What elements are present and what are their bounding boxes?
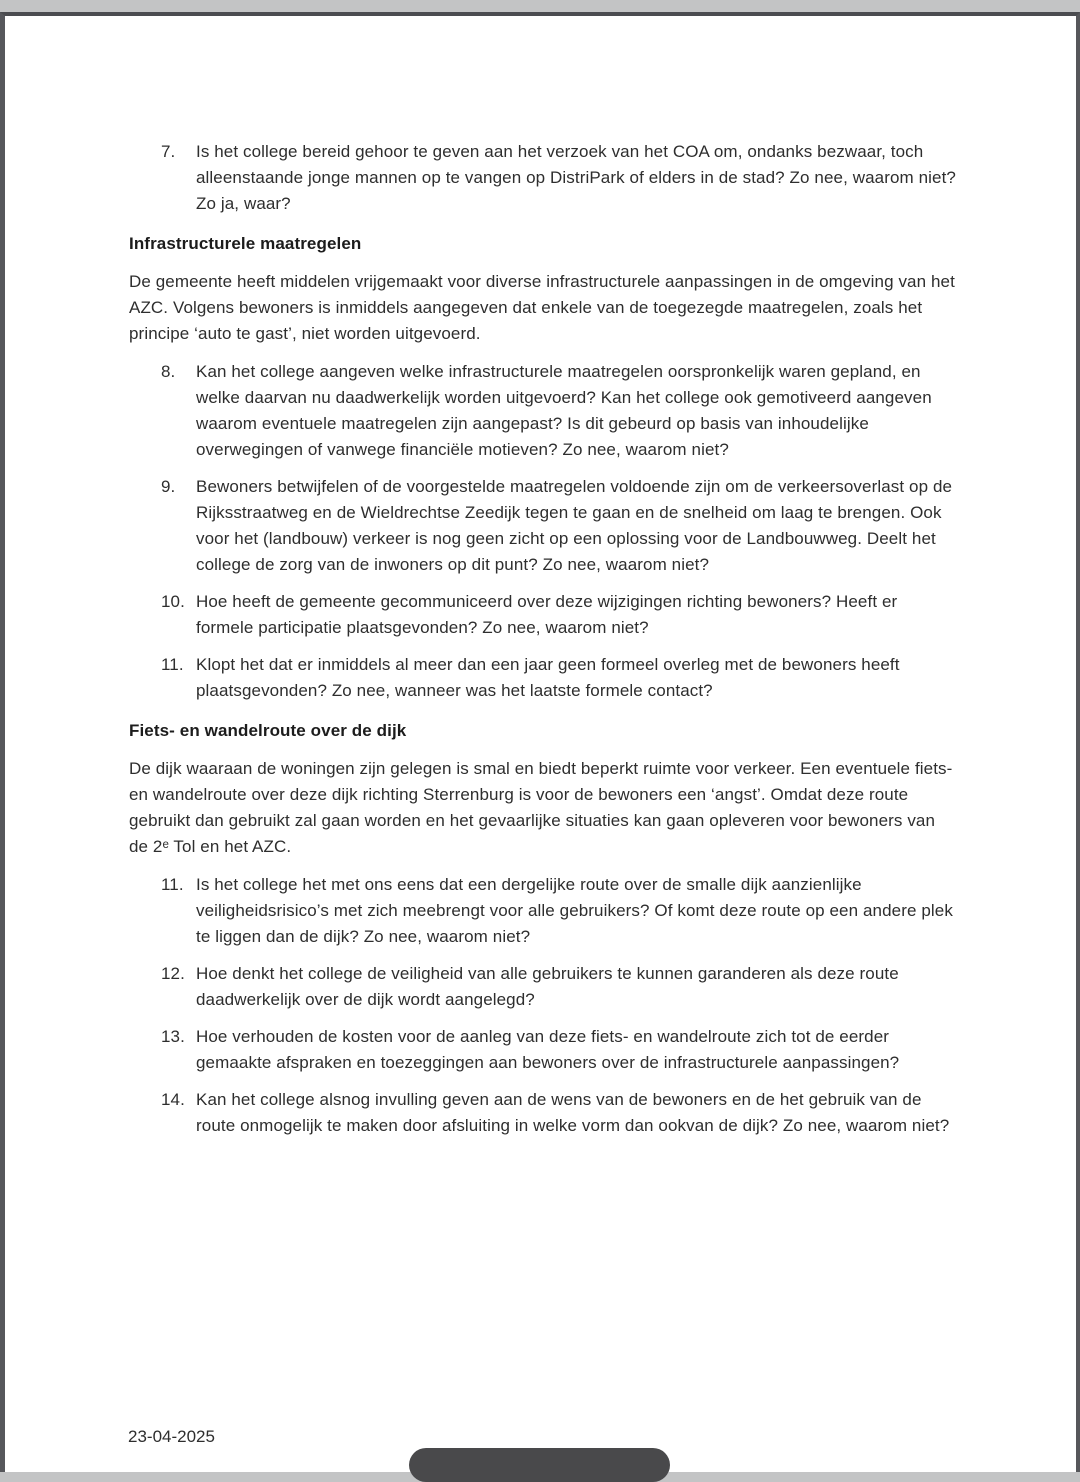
floating-toolbar-pill[interactable] <box>409 1448 670 1482</box>
list-item-number: 7. <box>161 142 176 161</box>
list-item-text: Kan het college alsnog invulling geven aan de wens van de bewoners en de het gebruik van de route onmogelijk te maken door afsluiting in welke vorm dan ookvan de dijk? Zo nee, waarom niet? <box>196 1090 950 1135</box>
list-item-text: Bewoners betwijfelen of de voorgestelde maatregelen voldoende zijn om de verkeersoverlast op de Rijksstraatweg en de Wieldrechtse Zeedijk tegen te gaan en de snelheid om laag te brengen. Ook voor het (landbouw) verkeer is nog geen zicht op een oplossing voor de Landbouwweg. Deelt het college de zorg van de inwoners op dit punt? Zo nee, waarom niet? <box>196 477 953 574</box>
list-item-text: Kan het college aangeven welke infrastructurele maatregelen oorspronkelijk waren gepland, en welke daarvan nu daadwerkelijk worden uitgevoerd? Kan het college ook gemotiveerd aangeven waarom eventuele maatregelen zijn aangepast? Is dit gebeurd op basis van inhoudelijke overwegingen of vanwege financiële motieven? Zo nee, waarom niet? <box>196 362 932 459</box>
question-list-intro <box>129 139 956 217</box>
list-item-text: Hoe heeft de gemeente gecommuniceerd over deze wijzigingen richting bewoners? Heeft er formele participatie plaatsgevonden? Zo nee, waarom niet? <box>196 592 898 637</box>
question-list <box>129 872 956 1139</box>
list-item-text: Hoe verhouden de kosten voor de aanleg van deze fiets- en wandelroute zich tot de eerder gemaakte afspraken en toezeggingen aan bewoners over de infrastructurele aanpassingen? <box>196 1027 900 1072</box>
section-heading: Infrastructurele maatregelen <box>129 234 362 253</box>
list-item <box>129 872 956 950</box>
list-item <box>129 1024 956 1076</box>
list-item <box>129 589 956 641</box>
list-item-text: Hoe denkt het college de veiligheid van alle gebruikers te kunnen garanderen als deze route daadwerkelijk over de dijk wordt aangelegd? <box>196 964 899 1009</box>
list-item-text: Is het college bereid gehoor te geven aan het verzoek van het COA om, ondanks bezwaar, toch alleenstaande jonge mannen op te vangen op DistriPark of elders in de stad? Zo nee, waarom niet? Zo ja, waar? <box>196 142 956 213</box>
section-infrastructure <box>129 231 956 704</box>
list-item-number: 14. <box>161 1090 185 1109</box>
list-item-number: 11. <box>161 875 184 894</box>
list-item <box>129 1087 956 1139</box>
list-item-number: 13. <box>161 1027 185 1046</box>
list-item <box>129 474 956 578</box>
list-item <box>129 139 956 217</box>
list-item-text: Is het college het met ons eens dat een dergelijke route over de smalle dijk aanzienlijke veiligheidsrisico’s met zich meebrengt voor alle gebruikers? Of komt deze route op een andere plek te liggen dan de dijk? Zo nee, waarom niet? <box>196 875 953 946</box>
paragraph: De dijk waaraan de woningen zijn gelegen is smal en biedt beperkt ruimte voor verkeer. Een eventuele fiets- en wandelroute over deze dijk richting Sterrenburg is voor de bewoners een ‘angst’. Omdat deze route gebruikt dan gebruikt zal gaan worden en het gevaarlijke situaties kan gaan opleveren voor bewoners van de 2ᵉ Tol en het AZC. <box>129 759 953 856</box>
list-item <box>129 961 956 1013</box>
section-heading: Fiets- en wandelroute over de dijk <box>129 721 407 740</box>
list-item-number: 10. <box>161 592 185 611</box>
list-item-number: 8. <box>161 362 176 381</box>
document-date: 23-04-2025 <box>128 1427 215 1446</box>
list-item <box>129 359 956 463</box>
list-item-text: Klopt het dat er inmiddels al meer dan een jaar geen formeel overleg met de bewoners heeft plaatsgevonden? Zo nee, wanneer was het laatste formele contact? <box>196 655 900 700</box>
paragraph: De gemeente heeft middelen vrijgemaakt voor diverse infrastructurele aanpassingen in de omgeving van het AZC. Volgens bewoners is inmiddels aangegeven dat enkele van de toegezegde maatregelen, zoals het principe ‘auto te gast’, niet worden uitgevoerd. <box>129 272 955 343</box>
document-content <box>5 16 1076 1139</box>
list-item-number: 12. <box>161 964 185 983</box>
list-item <box>129 652 956 704</box>
list-item-number: 9. <box>161 477 176 496</box>
document-page <box>0 12 1080 1472</box>
question-list <box>129 359 956 704</box>
list-item-number: 11. <box>161 655 184 674</box>
section-bike-walk-route <box>129 718 956 1139</box>
